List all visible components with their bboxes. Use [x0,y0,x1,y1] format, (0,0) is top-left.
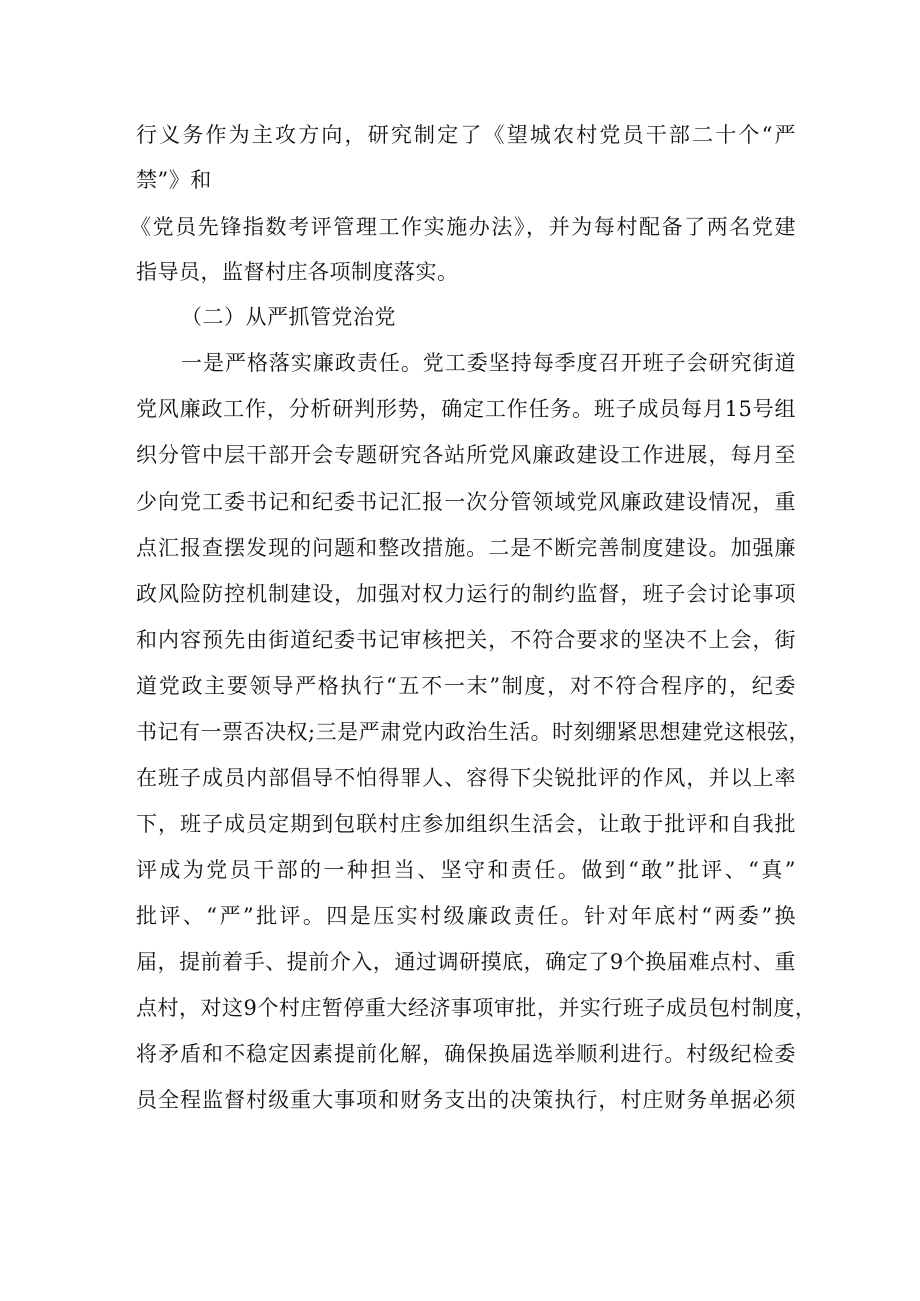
paragraph-line-1: 行义务作为主攻方向，研究制定了《望城农村党员干部二十个“严 [136,123,796,147]
paragraph-line-6: 一是严格落实廉政责任。党工委坚持每季度召开班子会研究街道 [181,351,796,375]
paragraph-line-19: 届，提前着手、提前介入，通过调研摸底，确定了9个换届难点村、重 [136,950,796,974]
paragraph-line-12: 和内容预先由街道纪委书记审核把关，不符合要求的坚决不上会，街 [136,628,796,652]
paragraph-line-16: 下，班子成员定期到包联村庄参加组织生活会，让敢于批评和自我批 [136,812,796,836]
paragraph-line-11: 政风险防控机制建设，加强对权力运行的制约监督，班子会讨论事项 [136,582,796,606]
paragraph-line-2: 禁”》和 [136,168,212,192]
section-heading: （二）从严抓管党治党 [181,305,396,329]
paragraph-line-20: 点村，对这9个村庄暂停重大经济事项审批，并实行班子成员包村制度， [136,996,817,1020]
paragraph-line-3: 《党员先锋指数考评管理工作实施办法》，并为每村配备了两名党建 [130,215,796,239]
paragraph-line-17: 评成为党员干部的一种担当、坚守和责任。做到“敢”批评、“真” [136,858,796,882]
paragraph-line-22: 员全程监督村级重大事项和财务支出的决策执行，村庄财务单据必须 [136,1088,796,1112]
paragraph-line-9: 少向党工委书记和纪委书记汇报一次分管领域党风廉政建设情况，重 [136,490,796,514]
paragraph-line-15: 在班子成员内部倡导不怕得罪人、容得下尖锐批评的作风，并以上率 [136,766,796,790]
paragraph-line-8: 织分管中层干部开会专题研究各站所党风廉政建设工作进展，每月至 [136,443,796,467]
paragraph-line-10: 点汇报查摆发现的问题和整改措施。二是不断完善制度建设。加强廉 [136,536,796,560]
paragraph-line-21: 将矛盾和不稳定因素提前化解，确保换届选举顺利进行。村级纪检委 [136,1042,796,1066]
paragraph-line-7: 党风廉政工作，分析研判形势，确定工作任务。班子成员每月15号组 [136,397,796,421]
paragraph-line-14: 书记有一票否决权;三是严肃党内政治生活。时刻绷紧思想建党这根弦， [136,720,811,744]
paragraph-line-18: 批评、“严”批评。四是压实村级廉政责任。针对年底村“两委”换 [136,904,796,928]
paragraph-line-4: 指导员，监督村庄各项制度落实。 [136,260,459,284]
paragraph-line-13: 道党政主要领导严格执行“五不一末”制度，对不符合程序的，纪委 [136,674,796,698]
